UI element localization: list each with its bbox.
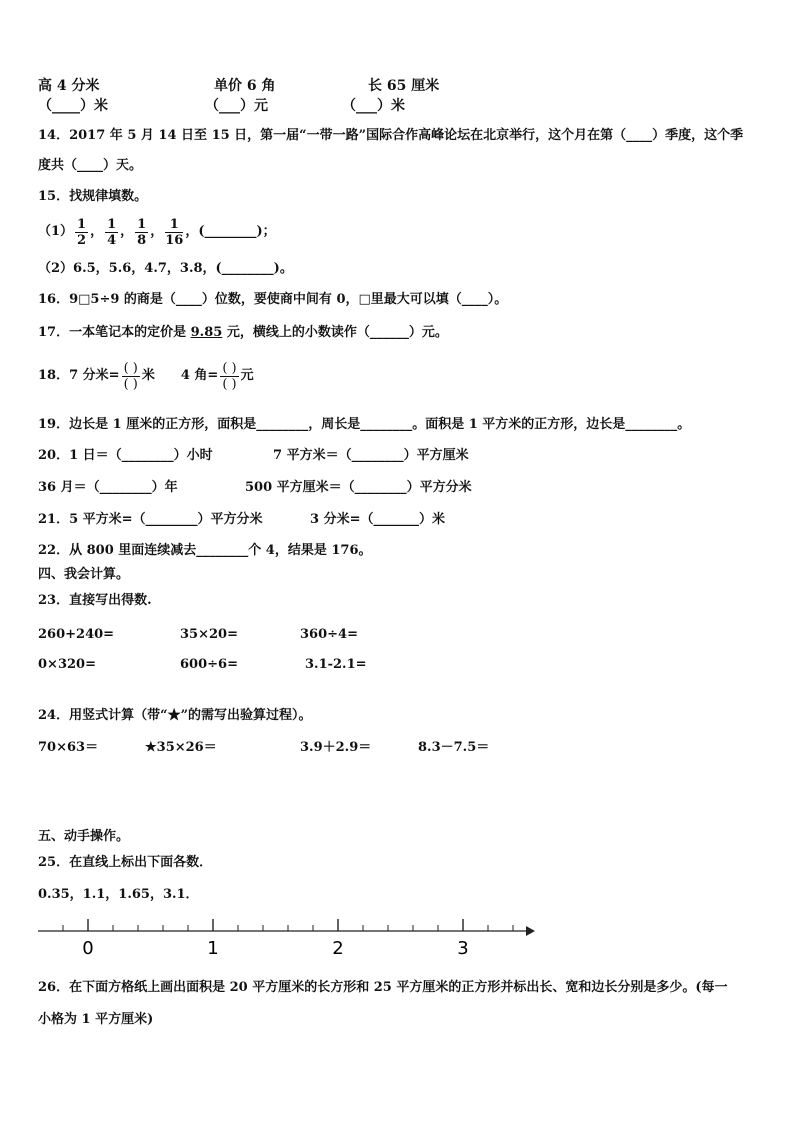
- q15-part2: （2）6.5，5.6，4.7，3.8，(________)。: [38, 261, 293, 276]
- q23-r1-c2: 35×20=: [180, 627, 238, 642]
- underlined-number: 9.85: [190, 325, 223, 340]
- tick-marks: [63, 919, 513, 931]
- q24-item-2: ★35×26＝: [145, 740, 217, 755]
- fraction-2: $\frac{1}{4}$: [107, 216, 117, 248]
- q16-text: 16．9□5÷9 的商是（____）位数，要使商中间有 0，□里最大可以填（____）。: [38, 292, 508, 307]
- number-line-svg: [38, 912, 538, 962]
- q23-title: 23．直接写出得数.: [38, 593, 152, 608]
- q15-part1-prefix: （1）: [38, 224, 74, 239]
- q15-part1-suffix: ，(________)；: [185, 224, 276, 239]
- top-item-3-label: 长 65 厘米: [368, 78, 440, 94]
- section-4-heading: 四、我会计算。: [38, 567, 130, 582]
- q26-line2: 小格为 1 平方厘米): [38, 1012, 154, 1027]
- top-item-3-blank: （___）米: [342, 98, 405, 114]
- tick-label-1: 1: [207, 938, 219, 959]
- q23-r2-c3: 3.1-2.1=: [305, 657, 367, 672]
- q25-numbers: 0.35，1.1，1.65，3.1．: [38, 887, 199, 902]
- top-item-1-label: 高 4 分米: [38, 78, 100, 94]
- fraction-1: $\frac{1}{2}$: [77, 216, 87, 248]
- q20-b: 7 平方米＝（________）平方厘米: [273, 448, 469, 463]
- number-line: [38, 912, 538, 962]
- fraction-blank-b: $\frac{( )}{( )}$: [222, 360, 237, 392]
- top-item-1-blank: （____）米: [38, 98, 108, 114]
- q14-line2: 度共（____）天。: [38, 158, 143, 173]
- tick-label-2: 2: [332, 938, 344, 959]
- arrow-head-icon: [526, 926, 535, 936]
- q24-item-4: 8.3－7.5＝: [418, 740, 490, 755]
- fraction-blank-a: $\frac{( )}{( )}$: [123, 360, 138, 392]
- q21-b: 3 分米=（_______）米: [310, 512, 445, 527]
- q23-r2-c1: 0×320=: [38, 657, 96, 672]
- q23-r1-c1: 260+240=: [38, 627, 115, 642]
- q20-d: 500 平方厘米＝（________）平方分米: [245, 480, 472, 495]
- q23-r1-c3: 360÷4=: [300, 627, 358, 642]
- top-item-2-label: 单价 6 角: [214, 78, 276, 94]
- q25-title: 25．在直线上标出下面各数．: [38, 855, 213, 870]
- q20-a: 20．1 日＝（________）小时: [38, 448, 213, 463]
- tick-label-3: 3: [457, 938, 469, 959]
- q19-text: 19．边长是 1 厘米的正方形，面积是________，周长是________。面积是 1 平方米的正方形，边长是________。: [38, 417, 691, 432]
- q20-c: 36 月＝（________）年: [38, 480, 178, 495]
- q17-text: 17．一本笔记本的定价是 9.85 元，横线上的小数读作（______）元。: [38, 325, 448, 340]
- q26-line1: 26．在下面方格纸上画出面积是 20 平方厘米的长方形和 25 平方厘米的正方形并标出长、宽和边长分别是多少。(每一: [38, 980, 728, 995]
- q24-item-3: 3.9＋2.9＝: [300, 740, 372, 755]
- q14-line1: 14．2017 年 5 月 14 日至 15 日，第一届“一带一路”国际合作高峰论坛在北京举行，这个月在第（____）季度，这个季: [38, 128, 744, 143]
- fraction-4: $\frac{1}{16}$: [165, 216, 184, 248]
- tick-labels: [82, 938, 468, 959]
- q18-text: 18．7 分米= $\frac{( )}{( )}$ 米 4 角= $\frac{( )}{( )}$ 元: [38, 360, 254, 392]
- q15-part1: （1） $\frac{1}{2}$ ， $\frac{1}{4}$ ， $\frac{1}{8}$ ， $\frac{1}{16}$ ，(________)；: [38, 216, 276, 248]
- top-item-2-blank: （___）元: [205, 98, 268, 114]
- q22-text: 22．从 800 里面连续减去________个 4，结果是 176。: [38, 543, 372, 558]
- q21-a: 21．5 平方米=（________）平方分米: [38, 512, 263, 527]
- fraction-3: $\frac{1}{8}$: [137, 216, 147, 248]
- q23-r2-c2: 600÷6=: [180, 657, 238, 672]
- section-5-heading: 五、动手操作。: [38, 829, 130, 844]
- q24-item-1: 70×63＝: [38, 740, 99, 755]
- tick-label-0: 0: [82, 938, 94, 959]
- q24-title: 24．用竖式计算（带“★”的需写出验算过程）。: [38, 708, 312, 723]
- q15-title: 15．找规律填数。: [38, 189, 148, 204]
